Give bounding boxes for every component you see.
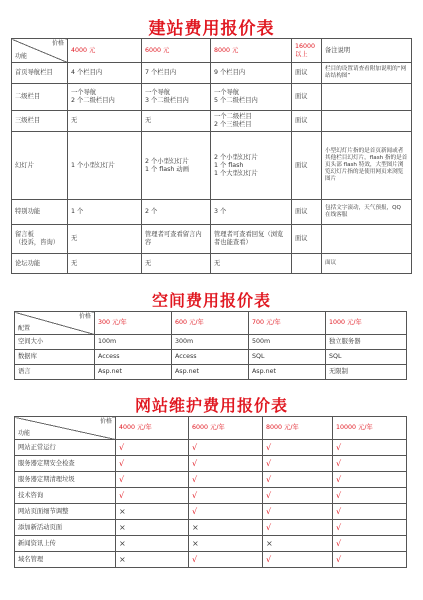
corner-bottom-label: 配置: [18, 325, 31, 332]
table-cell: 2 个小型幻灯片 1 个 flash 动画: [142, 132, 211, 200]
table-row: [12, 200, 412, 225]
t2-price-header: 700 元/年: [249, 312, 326, 335]
check-icon: √: [116, 456, 189, 472]
check-icon: √: [263, 456, 333, 472]
row-label: 论坛功能: [12, 254, 68, 274]
check-icon: √: [333, 456, 407, 472]
table-cell: Asp.net: [249, 365, 326, 380]
t1-price-header: 6000 元: [142, 39, 211, 63]
row-label: 语言: [15, 365, 95, 380]
table-cell: 1 个小型幻灯片: [68, 132, 142, 200]
table-cell: 7 个栏目内: [142, 63, 211, 84]
check-icon: √: [189, 472, 263, 488]
table-cell: 独立服务器: [326, 335, 407, 350]
row-label: 技术咨询: [15, 488, 116, 504]
cross-icon: ×: [263, 536, 333, 552]
table-cell: 小型幻灯片指的是首页新闻或者其他栏目幻灯片，flash 指的是首页头部 flash 特效，大型图片浏览幻灯片指的是使用网页来浏览图片: [322, 132, 412, 200]
table-row: [12, 254, 412, 274]
hosting-price-table: [14, 311, 407, 380]
table-cell: 无: [142, 254, 211, 274]
t2-header-row: [15, 312, 407, 335]
check-icon: √: [116, 472, 189, 488]
t1-price-header: 备注说明: [322, 39, 412, 63]
table-cell: 面议: [292, 132, 322, 200]
table-cell: 面议: [292, 63, 322, 84]
check-icon: √: [333, 472, 407, 488]
table-row: [12, 225, 412, 254]
table-cell: SQL: [326, 350, 407, 365]
table-row: [15, 456, 407, 472]
table-cell: Asp.net: [172, 365, 249, 380]
table-cell: 面议: [292, 84, 322, 111]
corner-bottom-label: 功能: [15, 53, 28, 60]
table-cell: 面议: [292, 200, 322, 225]
check-icon: √: [263, 520, 333, 536]
row-label: 首页导航栏目: [12, 63, 68, 84]
table-cell: Access: [172, 350, 249, 365]
row-label: 域名管理: [15, 552, 116, 568]
t3-price-header: 6000 元/年: [189, 417, 263, 440]
table-cell: 1 个: [68, 200, 142, 225]
cross-icon: ×: [189, 520, 263, 536]
table-cell: 无: [68, 225, 142, 254]
check-icon: √: [189, 552, 263, 568]
check-icon: √: [263, 488, 333, 504]
table-cell: 管理者可查看留言内容: [142, 225, 211, 254]
table-cell: 一个导航 2 个二级栏目内: [68, 84, 142, 111]
table-row: [12, 132, 412, 200]
t2-price-header: 1000 元/年: [326, 312, 407, 335]
table-cell: 栏目的设置请查看附加说明的“网站结构图”: [322, 63, 412, 84]
table-cell: 无: [211, 254, 292, 274]
check-icon: √: [189, 440, 263, 456]
table-row: [15, 472, 407, 488]
check-icon: √: [333, 552, 407, 568]
t1-price-header: 16000以上: [292, 39, 322, 63]
check-icon: √: [333, 504, 407, 520]
table-cell: 面议: [292, 225, 322, 254]
check-icon: √: [116, 488, 189, 504]
corner-top-label: 价格: [51, 40, 64, 47]
table-cell: [322, 111, 412, 132]
row-label: 留言板 （投诉，咨询）: [12, 225, 68, 254]
row-label: 网站正常运行: [15, 440, 116, 456]
table-row: [15, 335, 407, 350]
table-row: [15, 350, 407, 365]
table-cell: Asp.net: [95, 365, 172, 380]
corner-bottom-label: 功能: [18, 430, 31, 437]
check-icon: √: [333, 440, 407, 456]
table-cell: 2 个小型幻灯片 1 个 flash 1 个大型幻灯片: [211, 132, 292, 200]
check-icon: √: [333, 520, 407, 536]
t1-price-header: 8000 元: [211, 39, 292, 63]
row-label: 二级栏目: [12, 84, 68, 111]
row-label: 特别功能: [12, 200, 68, 225]
table-cell: SQL: [249, 350, 326, 365]
check-icon: √: [263, 504, 333, 520]
table-cell: 4 个栏目内: [68, 63, 142, 84]
t3-price-header: 8000 元/年: [263, 417, 333, 440]
table-cell: 面议: [322, 254, 412, 274]
t1-price-header: 4000 元: [68, 39, 142, 63]
table-cell: 管理者可查看回复（浏览者也能查看）: [211, 225, 292, 254]
row-label: 数据库: [15, 350, 95, 365]
table-cell: 无限制: [326, 365, 407, 380]
t1-header-row: [12, 39, 412, 63]
table-cell: [322, 225, 412, 254]
table-row: [12, 84, 412, 111]
table-cell: 包括文字滚动，天气预报，QQ 在线客服: [322, 200, 412, 225]
t3-corner-cell: [15, 417, 116, 440]
check-icon: √: [189, 504, 263, 520]
table-cell: 无: [142, 111, 211, 132]
table-row: [15, 552, 407, 568]
check-icon: √: [263, 440, 333, 456]
t3-price-header: 4000 元/年: [116, 417, 189, 440]
row-label: 新闻资讯上传: [15, 536, 116, 552]
check-icon: √: [263, 552, 333, 568]
table-row: [12, 111, 412, 132]
t1-corner-cell: [12, 39, 68, 63]
row-label: 网站页面细节调整: [15, 504, 116, 520]
table-row: [15, 488, 407, 504]
maintenance-price-table: [14, 416, 407, 568]
cross-icon: ×: [189, 536, 263, 552]
table-cell: [322, 84, 412, 111]
row-label: 添加新活动页面: [15, 520, 116, 536]
table-cell: 一个导航 3 个二级栏目内: [142, 84, 211, 111]
t2-price-header: 300 元/年: [95, 312, 172, 335]
table-cell: 500m: [249, 335, 326, 350]
t3-price-header: 10000 元/年: [333, 417, 407, 440]
check-icon: √: [116, 440, 189, 456]
cross-icon: ×: [116, 504, 189, 520]
table-row: [15, 504, 407, 520]
t2-corner-cell: [15, 312, 95, 335]
table-cell: Access: [95, 350, 172, 365]
check-icon: √: [333, 488, 407, 504]
check-icon: √: [263, 472, 333, 488]
check-icon: √: [189, 488, 263, 504]
row-label: 服务器定期安全检查: [15, 456, 116, 472]
table-row: [12, 63, 412, 84]
table-cell: 无: [68, 111, 142, 132]
build-price-table: [11, 38, 412, 274]
corner-top-label: 价格: [78, 313, 91, 320]
table-row: [15, 440, 407, 456]
check-icon: √: [333, 536, 407, 552]
check-icon: √: [189, 456, 263, 472]
corner-top-label: 价格: [99, 418, 112, 425]
table-row: [15, 365, 407, 380]
table-cell: 面议: [292, 111, 322, 132]
hosting-price-title: 空间费用报价表: [151, 291, 271, 310]
table-cell: 2 个: [142, 200, 211, 225]
row-label: 空间大小: [15, 335, 95, 350]
cross-icon: ×: [116, 536, 189, 552]
table-cell: 300m: [172, 335, 249, 350]
table-cell: [292, 254, 322, 274]
table-row: [15, 536, 407, 552]
build-price-title: 建站费用报价表: [148, 19, 275, 39]
maintenance-price-title: 网站维护费用报价表: [134, 396, 288, 415]
cross-icon: ×: [116, 552, 189, 568]
table-cell: 无: [68, 254, 142, 274]
table-cell: 100m: [95, 335, 172, 350]
table-cell: 9 个栏目内: [211, 63, 292, 84]
table-cell: 一个导航 5 个二级栏目内: [211, 84, 292, 111]
t3-header-row: [15, 417, 407, 440]
table-row: [15, 520, 407, 536]
row-label: 幻灯片: [12, 132, 68, 200]
row-label: 服务器定期清理垃圾: [15, 472, 116, 488]
table-cell: 3 个: [211, 200, 292, 225]
table-cell: 一个二级栏目 2 个三级栏目: [211, 111, 292, 132]
row-label: 三级栏目: [12, 111, 68, 132]
t2-price-header: 600 元/年: [172, 312, 249, 335]
cross-icon: ×: [116, 520, 189, 536]
